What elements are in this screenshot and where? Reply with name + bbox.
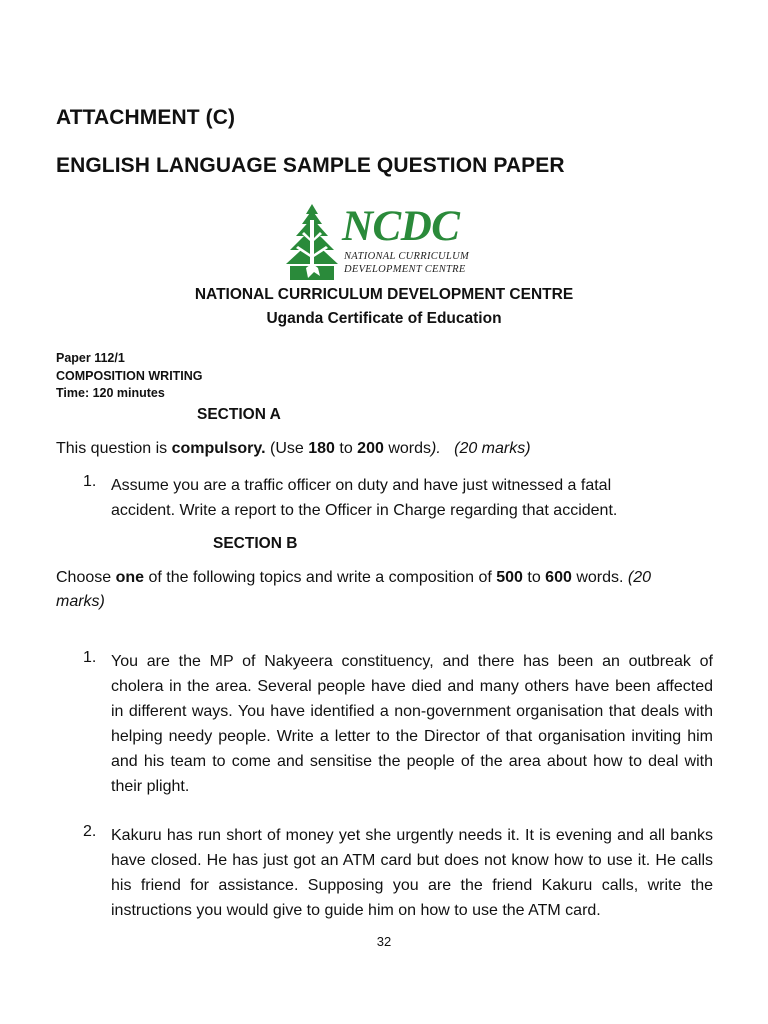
ncdc-tree-emblem-icon — [284, 202, 340, 282]
section-a-instruction: This question is compulsory. (Use 180 to 200 words). (20 marks) — [56, 440, 531, 457]
question-text: You are the MP of Nakyeera constituency, and there has been an outbreak of cholera in the area. Several people have died and many others have been affected in different ways. You have identified a non-government organisation that deals with helping needy people. Write a letter to the Director of that organisation inviting him and his team to come and sensitise the people of the area about how to deal with their plight. — [111, 653, 713, 795]
logo-acronym: NCDC — [342, 203, 460, 250]
section-a-question-1 — [56, 473, 713, 523]
question-number: 1. — [83, 649, 97, 666]
question-text: Assume you are a traffic officer on duty and have just witnessed a fatal accident. Write a report to the Officer in Charge regarding that accident. — [111, 477, 618, 519]
logo-line-2: DEVELOPMENT CENTRE — [344, 264, 466, 275]
section-b-question-1 — [56, 649, 713, 799]
question-text: Kakuru has run short of money yet she urgently needs it. It is evening and all banks have closed. He has just got an ATM card but does not know how to use it. He calls his friend for assistance. Supposing you are the friend Kakuru calls, write the instructions you would give to guide him on how to use the ATM card. — [111, 827, 713, 919]
certificate-name: Uganda Certificate of Education — [266, 310, 502, 327]
paper-time: Time: 120 minutes — [56, 386, 165, 400]
section-b-question-2 — [56, 823, 713, 923]
section-b-heading: SECTION B — [213, 535, 298, 552]
page-number: 32 — [376, 934, 392, 949]
section-b-instruction: Choose one of the following topics and write a composition of 500 to 600 words. (20 — [56, 569, 652, 586]
logo-line-1: NATIONAL CURRICULUM — [344, 251, 470, 262]
section-b-instruction-cont: marks) — [56, 593, 105, 610]
question-number: 1. — [83, 473, 97, 490]
attachment-heading: ATTACHMENT (C) — [56, 106, 236, 129]
paper-title: ENGLISH LANGUAGE SAMPLE QUESTION PAPER — [56, 154, 565, 177]
paper-code: Paper 112/1 — [56, 351, 125, 365]
section-a-heading: SECTION A — [197, 406, 281, 423]
institution-name: NATIONAL CURRICULUM DEVELOPMENT CENTRE — [194, 286, 574, 303]
paper-subject: COMPOSITION WRITING — [56, 369, 203, 383]
question-number: 2. — [83, 823, 97, 840]
